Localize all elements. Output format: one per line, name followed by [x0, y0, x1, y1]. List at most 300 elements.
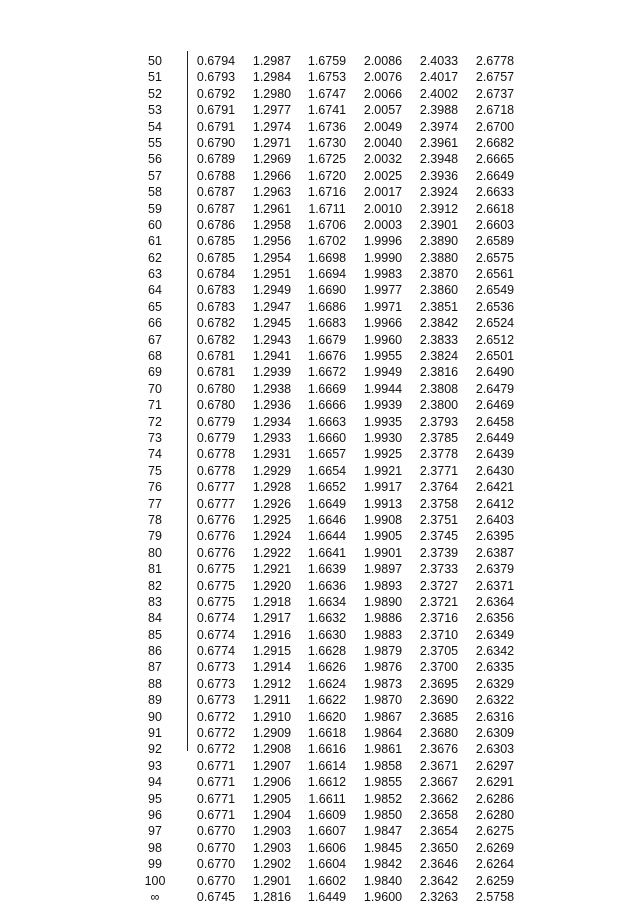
critical-value-cell: 1.2963 [252, 185, 292, 200]
table-row [0, 414, 638, 430]
table-row [0, 282, 638, 298]
critical-value-cell: 0.6772 [196, 709, 236, 724]
critical-value-cell: 0.6775 [196, 594, 236, 609]
critical-value-cell: 2.3733 [419, 562, 459, 577]
degrees-of-freedom-cell: 59 [148, 201, 162, 216]
critical-value-cell: 2.6524 [475, 316, 515, 331]
critical-value-cell: 2.6439 [475, 447, 515, 462]
critical-value-cell: 1.9600 [363, 889, 403, 904]
table-row [0, 430, 638, 446]
critical-value-cell: 2.3890 [419, 234, 459, 249]
critical-value-cell: 2.3842 [419, 316, 459, 331]
critical-value-cell: 0.6772 [196, 726, 236, 741]
critical-value-cell: 2.6575 [475, 250, 515, 265]
critical-value-cell: 2.0010 [363, 201, 403, 216]
degrees-of-freedom-cell: 93 [148, 758, 162, 773]
critical-value-cell: 2.6303 [475, 742, 515, 757]
critical-value-cell: 1.9883 [363, 627, 403, 642]
degrees-of-freedom-cell: 60 [148, 217, 162, 232]
critical-value-cell: 2.3705 [419, 644, 459, 659]
critical-value-cell: 1.2947 [252, 299, 292, 314]
critical-value-cell: 2.6536 [475, 299, 515, 314]
table-row [0, 479, 638, 495]
degrees-of-freedom-cell: 80 [148, 545, 162, 560]
critical-value-cell: 1.9944 [363, 381, 403, 396]
critical-value-cell: 1.9893 [363, 578, 403, 593]
critical-value-cell: 1.9913 [363, 496, 403, 511]
table-row [0, 741, 638, 757]
critical-value-cell: 1.9876 [363, 660, 403, 675]
table-row [0, 758, 638, 774]
critical-value-cell: 2.6458 [475, 414, 515, 429]
critical-value-cell: 2.3800 [419, 398, 459, 413]
table-row [0, 102, 638, 118]
degrees-of-freedom-cell: 76 [148, 480, 162, 495]
critical-value-cell: 2.3870 [419, 267, 459, 282]
critical-value-cell: 1.2912 [252, 676, 292, 691]
table-row [0, 348, 638, 364]
critical-value-cell: 2.0049 [363, 119, 403, 134]
critical-value-cell: 1.9864 [363, 726, 403, 741]
table-row [0, 496, 638, 512]
critical-value-cell: 2.0017 [363, 185, 403, 200]
critical-value-cell: 2.6549 [475, 283, 515, 298]
degrees-of-freedom-cell: 54 [148, 119, 162, 134]
critical-value-cell: 1.9855 [363, 775, 403, 790]
critical-value-cell: 1.6660 [307, 430, 347, 445]
critical-value-cell: 2.3667 [419, 775, 459, 790]
table-row [0, 364, 638, 380]
table-row [0, 807, 638, 823]
critical-value-cell: 2.6309 [475, 726, 515, 741]
critical-value-cell: 2.6379 [475, 562, 515, 577]
degrees-of-freedom-cell: 98 [148, 840, 162, 855]
critical-value-cell: 1.9905 [363, 529, 403, 544]
critical-value-cell: 1.6716 [307, 185, 347, 200]
table-row [0, 610, 638, 626]
critical-value-cell: 1.2916 [252, 627, 292, 642]
critical-value-cell: 1.6720 [307, 168, 347, 183]
critical-value-cell: 2.6335 [475, 660, 515, 675]
critical-value-cell: 1.2918 [252, 594, 292, 609]
critical-value-cell: 1.9840 [363, 873, 403, 888]
critical-value-cell: 2.3650 [419, 840, 459, 855]
critical-value-cell: 1.9908 [363, 512, 403, 527]
critical-value-cell: 2.3680 [419, 726, 459, 741]
degrees-of-freedom-cell: 87 [148, 660, 162, 675]
critical-value-cell: 2.3808 [419, 381, 459, 396]
critical-value-cell: 1.2961 [252, 201, 292, 216]
table-row [0, 381, 638, 397]
critical-value-cell: 1.2938 [252, 381, 292, 396]
critical-value-cell: 0.6790 [196, 135, 236, 150]
critical-value-cell: 0.6776 [196, 512, 236, 527]
critical-value-cell: 0.6792 [196, 86, 236, 101]
critical-value-cell: 1.2921 [252, 562, 292, 577]
critical-value-cell: 0.6775 [196, 562, 236, 577]
critical-value-cell: 2.3695 [419, 676, 459, 691]
critical-value-cell: 1.6649 [307, 496, 347, 511]
critical-value-cell: 2.3658 [419, 807, 459, 822]
critical-value-cell: 1.2911 [253, 693, 291, 708]
degrees-of-freedom-cell: 73 [148, 430, 162, 445]
critical-value-cell: 1.2987 [252, 54, 292, 68]
critical-value-cell: 1.9845 [363, 840, 403, 855]
critical-value-cell: 2.3646 [419, 857, 459, 872]
critical-value-cell: 0.6778 [196, 447, 236, 462]
critical-value-cell: 1.9842 [363, 857, 403, 872]
critical-value-cell: 1.2908 [252, 742, 292, 757]
critical-value-cell: 1.2933 [252, 430, 292, 445]
table-row [0, 594, 638, 610]
critical-value-cell: 1.2816 [252, 889, 292, 904]
critical-value-cell: 1.2984 [252, 70, 292, 85]
table-row [0, 446, 638, 462]
critical-value-cell: 2.6589 [475, 234, 515, 249]
critical-value-cell: 2.3988 [419, 103, 459, 118]
critical-value-cell: 2.6269 [475, 840, 515, 855]
critical-value-cell: 1.2954 [252, 250, 292, 265]
critical-value-cell: 2.6395 [475, 529, 515, 544]
critical-value-cell: 1.2971 [252, 135, 292, 150]
critical-value-cell: 2.6479 [475, 381, 515, 396]
critical-value-cell: 1.2903 [252, 824, 292, 839]
critical-value-cell: 0.6782 [196, 332, 236, 347]
critical-value-cell: 0.6773 [196, 693, 236, 708]
critical-value-cell: 2.6291 [475, 775, 515, 790]
critical-value-cell: 1.9858 [363, 758, 403, 773]
table-row [0, 233, 638, 249]
critical-value-cell: 2.6665 [475, 152, 515, 167]
critical-value-cell: 1.6676 [307, 349, 347, 364]
critical-value-cell: 1.6690 [307, 283, 347, 298]
critical-value-cell: 1.6725 [307, 152, 347, 167]
critical-value-cell: 2.6700 [475, 119, 515, 134]
critical-value-cell: 1.6672 [307, 365, 347, 380]
critical-value-cell: 2.3880 [419, 250, 459, 265]
critical-value-cell: 2.3816 [419, 365, 459, 380]
critical-value-cell: 1.2943 [252, 332, 292, 347]
table-row [0, 135, 638, 151]
critical-value-cell: 1.2920 [252, 578, 292, 593]
degrees-of-freedom-cell: 75 [148, 463, 162, 478]
table-row [0, 889, 638, 905]
table-row [0, 643, 638, 659]
critical-value-cell: 2.6371 [475, 578, 515, 593]
degrees-of-freedom-cell: 72 [148, 414, 162, 429]
critical-value-cell: 2.6316 [475, 709, 515, 724]
critical-value-cell: 1.6646 [307, 512, 347, 527]
critical-value-cell: 1.2934 [252, 414, 292, 429]
critical-value-cell: 1.2980 [252, 86, 292, 101]
degrees-of-freedom-cell: 64 [148, 283, 162, 298]
critical-value-cell: 2.6561 [475, 267, 515, 282]
critical-value-cell: 0.6778 [196, 463, 236, 478]
critical-value-cell: 2.3263 [419, 889, 459, 904]
critical-value-cell: 1.6698 [307, 250, 347, 265]
table-row [0, 545, 638, 561]
degrees-of-freedom-cell: 94 [148, 775, 162, 790]
critical-value-cell: 1.2924 [252, 529, 292, 544]
critical-value-cell: 1.9897 [363, 562, 403, 577]
critical-value-cell: 1.2909 [252, 726, 292, 741]
critical-value-cell: 0.6783 [196, 299, 236, 314]
critical-value-cell: 1.2974 [252, 119, 292, 134]
critical-value-cell: 0.6791 [196, 119, 236, 134]
degrees-of-freedom-cell: 50 [148, 54, 162, 68]
critical-value-cell: 0.6770 [196, 840, 236, 855]
critical-value-cell: 1.9847 [363, 824, 403, 839]
critical-value-cell: 1.9977 [363, 283, 403, 298]
critical-value-cell: 1.2905 [252, 791, 292, 806]
critical-value-cell: 1.6753 [307, 70, 347, 85]
table-row [0, 397, 638, 413]
critical-value-cell: 1.6683 [307, 316, 347, 331]
critical-value-cell: 2.6421 [475, 480, 515, 495]
degrees-of-freedom-cell: 52 [148, 86, 162, 101]
critical-value-cell: 2.3961 [419, 135, 459, 150]
table-row [0, 873, 638, 889]
table-row [0, 184, 638, 200]
critical-value-cell: 2.4002 [419, 86, 459, 101]
critical-value-cell: 2.3793 [419, 414, 459, 429]
degrees-of-freedom-cell: 96 [148, 807, 162, 822]
critical-value-cell: 1.9852 [363, 791, 403, 806]
critical-value-cell: 1.2926 [252, 496, 292, 511]
degrees-of-freedom-cell: 55 [148, 135, 162, 150]
critical-value-cell: 0.6781 [196, 365, 236, 380]
critical-value-cell: 2.3924 [419, 185, 459, 200]
critical-value-cell: 1.9925 [363, 447, 403, 462]
critical-value-cell: 0.6787 [196, 201, 236, 216]
critical-value-cell: 2.0076 [363, 70, 403, 85]
table-row [0, 676, 638, 692]
critical-value-cell: 1.2958 [252, 217, 292, 232]
critical-value-cell: 1.6636 [307, 578, 347, 593]
critical-value-cell: 2.3716 [419, 611, 459, 626]
critical-value-cell: 2.0057 [363, 103, 403, 118]
degrees-of-freedom-cell: 66 [148, 316, 162, 331]
degrees-of-freedom-cell: 85 [148, 627, 162, 642]
critical-value-cell: 0.6776 [196, 529, 236, 544]
critical-value-cell: 1.6694 [307, 267, 347, 282]
critical-value-cell: 0.6786 [196, 217, 236, 232]
critical-value-cell: 1.2945 [252, 316, 292, 331]
critical-value-cell: 1.9971 [363, 299, 403, 314]
degrees-of-freedom-cell: 86 [148, 644, 162, 659]
critical-value-cell: 0.6771 [196, 791, 236, 806]
critical-value-cell: 1.9867 [363, 709, 403, 724]
critical-value-cell: 0.6793 [196, 70, 236, 85]
critical-value-cell: 0.6777 [196, 480, 236, 495]
critical-value-cell: 1.6614 [307, 758, 347, 773]
critical-value-cell: 2.0003 [363, 217, 403, 232]
critical-value-cell: 1.9917 [363, 480, 403, 495]
critical-value-cell: 1.6706 [307, 217, 347, 232]
table-row [0, 578, 638, 594]
critical-value-cell: 1.2977 [252, 103, 292, 118]
critical-value-cell: 1.6669 [307, 381, 347, 396]
critical-value-cell: 2.6364 [475, 594, 515, 609]
degrees-of-freedom-cell: 88 [148, 676, 162, 691]
critical-value-cell: 0.6779 [196, 414, 236, 429]
critical-value-cell: 2.3948 [419, 152, 459, 167]
degrees-of-freedom-cell: 67 [148, 332, 162, 347]
critical-value-cell: 1.2917 [252, 611, 292, 626]
critical-value-cell: 1.6741 [307, 103, 347, 118]
critical-value-cell: 2.6682 [475, 135, 515, 150]
critical-value-cell: 2.6633 [475, 185, 515, 200]
degrees-of-freedom-cell: 68 [148, 349, 162, 364]
degrees-of-freedom-cell: 79 [148, 529, 162, 544]
degrees-of-freedom-cell: 58 [148, 185, 162, 200]
critical-value-cell: 2.6469 [475, 398, 515, 413]
critical-value-cell: 1.9935 [363, 414, 403, 429]
critical-value-cell: 1.2929 [252, 463, 292, 478]
degrees-of-freedom-cell: ∞ [150, 889, 160, 904]
critical-value-cell: 0.6791 [196, 103, 236, 118]
critical-value-cell: 1.9949 [363, 365, 403, 380]
critical-value-cell: 1.6666 [307, 398, 347, 413]
critical-value-cell: 1.2910 [252, 709, 292, 724]
table-row [0, 119, 638, 135]
critical-value-cell: 2.3662 [419, 791, 459, 806]
degrees-of-freedom-cell: 89 [148, 693, 162, 708]
critical-value-cell: 1.6730 [307, 135, 347, 150]
critical-value-cell: 0.6780 [196, 398, 236, 413]
critical-value-cell: 1.6639 [307, 562, 347, 577]
critical-value-cell: 1.9870 [363, 693, 403, 708]
critical-value-cell: 2.3721 [419, 594, 459, 609]
table-row [0, 791, 638, 807]
critical-value-cell: 1.6606 [307, 840, 347, 855]
critical-value-cell: 1.6630 [307, 627, 347, 642]
degrees-of-freedom-cell: 82 [148, 578, 162, 593]
critical-value-cell: 2.6297 [475, 758, 515, 773]
critical-value-cell: 1.6641 [307, 545, 347, 560]
table-row [0, 69, 638, 85]
critical-value-cell: 1.6612 [307, 775, 347, 790]
critical-value-cell: 2.4033 [419, 54, 459, 68]
critical-value-cell: 1.6686 [307, 299, 347, 314]
critical-value-cell: 1.6736 [307, 119, 347, 134]
critical-value-cell: 2.0025 [363, 168, 403, 183]
degrees-of-freedom-cell: 57 [148, 168, 162, 183]
degrees-of-freedom-cell: 78 [148, 512, 162, 527]
critical-value-cell: 2.3912 [419, 201, 459, 216]
degrees-of-freedom-cell: 92 [148, 742, 162, 757]
critical-value-cell: 0.6785 [196, 234, 236, 249]
critical-value-cell: 1.9955 [363, 349, 403, 364]
table-row [0, 840, 638, 856]
degrees-of-freedom-cell: 77 [148, 496, 162, 511]
critical-value-cell: 1.2902 [252, 857, 292, 872]
critical-value-cell: 2.6501 [475, 349, 515, 364]
table-row [0, 692, 638, 708]
t-distribution-table [0, 53, 638, 905]
critical-value-cell: 2.0040 [363, 135, 403, 150]
critical-value-cell: 2.0032 [363, 152, 403, 167]
critical-value-cell: 2.3690 [419, 693, 459, 708]
critical-value-cell: 2.3771 [419, 463, 459, 478]
table-row [0, 627, 638, 643]
critical-value-cell: 1.6609 [307, 807, 347, 822]
critical-value-cell: 0.6788 [196, 168, 236, 183]
critical-value-cell: 1.2914 [252, 660, 292, 675]
critical-value-cell: 2.3700 [419, 660, 459, 675]
degrees-of-freedom-cell: 81 [148, 562, 162, 577]
critical-value-cell: 2.3685 [419, 709, 459, 724]
critical-value-cell: 0.6783 [196, 283, 236, 298]
degrees-of-freedom-cell: 53 [148, 103, 162, 118]
table-row [0, 266, 638, 282]
table-row [0, 168, 638, 184]
degrees-of-freedom-cell: 65 [148, 299, 162, 314]
critical-value-cell: 2.3758 [419, 496, 459, 511]
critical-value-cell: 0.6784 [196, 267, 236, 282]
critical-value-cell: 2.6356 [475, 611, 515, 626]
critical-value-cell: 2.3727 [419, 578, 459, 593]
critical-value-cell: 0.6794 [196, 54, 236, 68]
critical-value-cell: 2.3851 [419, 299, 459, 314]
critical-value-cell: 2.3676 [419, 742, 459, 757]
critical-value-cell: 1.6449 [307, 889, 347, 904]
critical-value-cell: 0.6787 [196, 185, 236, 200]
critical-value-cell: 2.5758 [475, 889, 515, 904]
critical-value-cell: 0.6780 [196, 381, 236, 396]
critical-value-cell: 0.6773 [196, 660, 236, 675]
degrees-of-freedom-cell: 70 [148, 381, 162, 396]
degrees-of-freedom-cell: 63 [148, 267, 162, 282]
critical-value-cell: 1.2951 [252, 267, 292, 282]
table-row [0, 217, 638, 233]
critical-value-cell: 2.3745 [419, 529, 459, 544]
table-row [0, 659, 638, 675]
critical-value-cell: 1.6604 [307, 857, 347, 872]
critical-value-cell: 2.6349 [475, 627, 515, 642]
critical-value-cell: 1.6616 [307, 742, 347, 757]
critical-value-cell: 1.6702 [307, 234, 347, 249]
critical-value-cell: 2.3751 [419, 512, 459, 527]
degrees-of-freedom-cell: 51 [148, 70, 162, 85]
critical-value-cell: 0.6777 [196, 496, 236, 511]
critical-value-cell: 2.6718 [475, 103, 515, 118]
critical-value-cell: 1.9960 [363, 332, 403, 347]
critical-value-cell: 1.6747 [307, 86, 347, 101]
critical-value-cell: 1.2928 [252, 480, 292, 495]
critical-value-cell: 1.6634 [307, 594, 347, 609]
critical-value-cell: 2.3824 [419, 349, 459, 364]
critical-value-cell: 1.2966 [252, 168, 292, 183]
critical-value-cell: 2.6275 [475, 824, 515, 839]
critical-value-cell: 2.6757 [475, 70, 515, 85]
critical-value-cell: 0.6774 [196, 611, 236, 626]
critical-value-cell: 2.6342 [475, 644, 515, 659]
critical-value-cell: 1.9921 [363, 463, 403, 478]
critical-value-cell: 2.3936 [419, 168, 459, 183]
degrees-of-freedom-cell: 91 [148, 726, 162, 741]
critical-value-cell: 2.3671 [419, 758, 459, 773]
critical-value-cell: 0.6771 [196, 758, 236, 773]
table-row [0, 250, 638, 266]
critical-value-cell: 0.6781 [196, 349, 236, 364]
critical-value-cell: 1.9966 [363, 316, 403, 331]
critical-value-cell: 0.6776 [196, 545, 236, 560]
critical-value-cell: 2.3778 [419, 447, 459, 462]
critical-value-cell: 2.6259 [475, 873, 515, 888]
critical-value-cell: 1.9873 [363, 676, 403, 691]
critical-value-cell: 2.3710 [419, 627, 459, 642]
